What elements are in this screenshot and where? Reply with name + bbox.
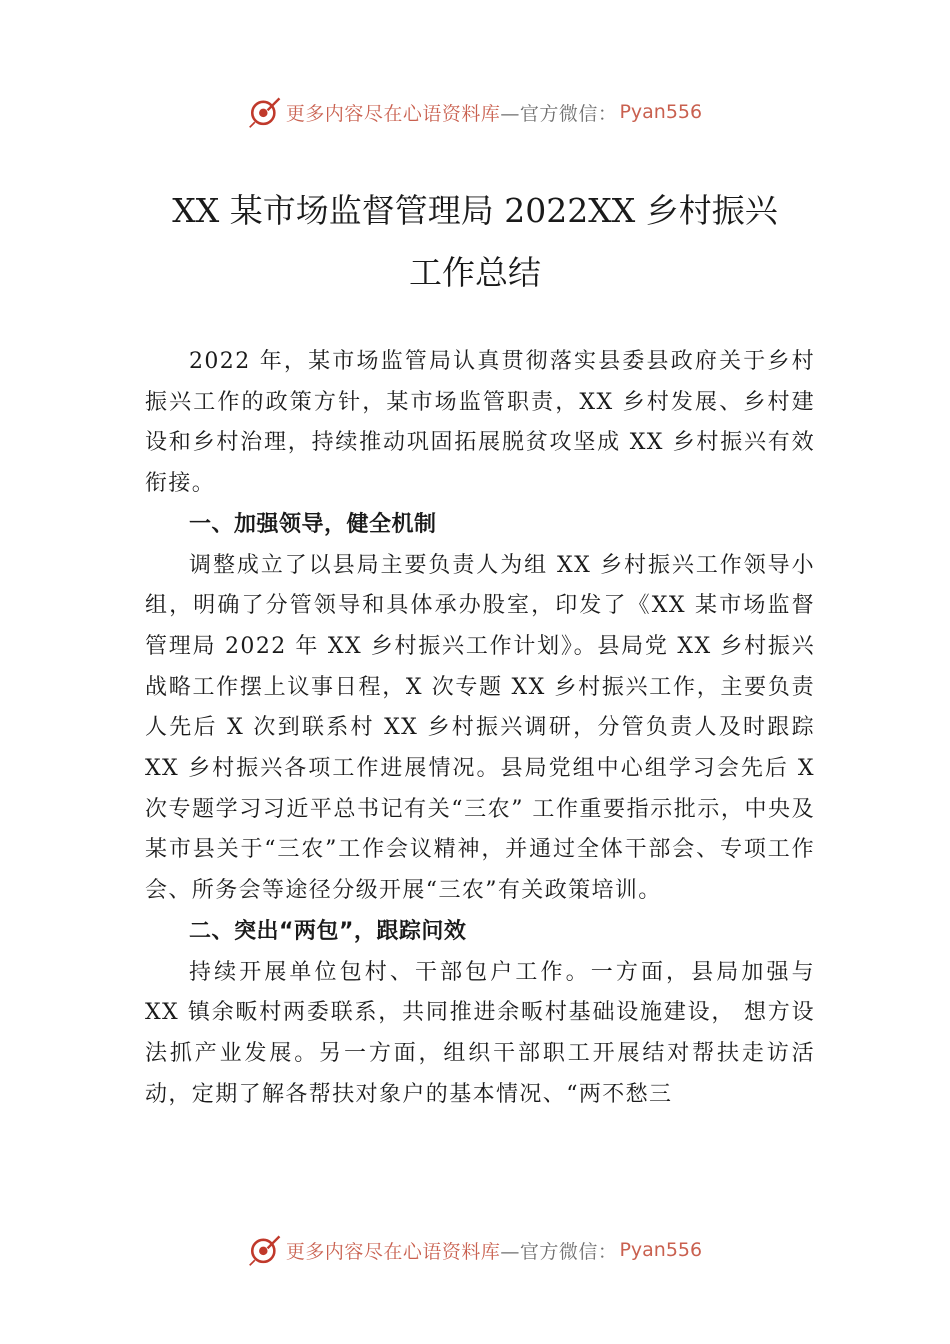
section-2-paragraph: 持续开展单位包村、干部包户工作。一方面，县局加强与 XX 镇余畈村两委联系，共同推进余畈村基础设施建设， 想方设法抓产业发展。另一方面，组织干部职工开展结对帮扶走访活动，定期了解各帮扶对象户的基本情况、“两不愁三 — [145, 959, 815, 1107]
brush-logo-icon — [248, 95, 282, 129]
watermark-wechat-label: —官方微信： — [500, 1240, 618, 1263]
section-2-heading: 二、突出“两包”，跟踪问效 — [189, 918, 467, 944]
watermark-main-text: 更多内容尽在心语资料库 — [285, 1240, 501, 1263]
watermark-header — [0, 95, 950, 129]
watermark-wechat-label: —官方微信： — [500, 102, 618, 125]
intro-paragraph: 2022 年，某市场监管局认真贯彻落实县委县政府关于乡村振兴工作的政策方针，某市场监管职责，XX 乡村发展、乡村建设和乡村治理，持续推动巩固拓展脱贫攻坚成 XX 乡村振兴有效衔接。 — [145, 349, 815, 497]
brush-logo-icon — [248, 1233, 282, 1267]
section-1-heading: 一、加强领导，健全机制 — [189, 511, 437, 537]
document-title — [120, 180, 830, 304]
watermark-footer — [0, 1233, 950, 1267]
watermark-main-text: 更多内容尽在心语资料库 — [285, 102, 501, 125]
watermark-wechat-id: Pyan556 — [619, 1239, 703, 1261]
document-body — [145, 342, 815, 1115]
title-line-1: XX 某市场监督管理局 2022XX 乡村振兴 — [172, 191, 778, 230]
watermark-wechat-id: Pyan556 — [619, 101, 703, 123]
title-line-2: 工作总结 — [409, 253, 541, 292]
section-1-paragraph: 调整成立了以县局主要负责人为组 XX 乡村振兴工作领导小组，明确了分管领导和具体承办股室，印发了《XX 某市场监督管理局 2022 年 XX 乡村振兴工作计划》。县局党 XX 乡村振兴战略工作摆上议事日程，X 次专题 XX 乡村振兴工作，主要负责人先后 X 次到联系村 XX 乡村振兴调研，分管负责人及时跟踪 XX 乡村振兴各项工作进展情况。县局党组中心组学习会先后 X 次专题学习习近平总书记有关“三农” 工作重要指示批示，中央及某市县关于“三农”工作会议精神，并通过全体干部会、专项工作会、所务会等途径分级开展“三农”有关政策培训。 — [145, 552, 815, 904]
